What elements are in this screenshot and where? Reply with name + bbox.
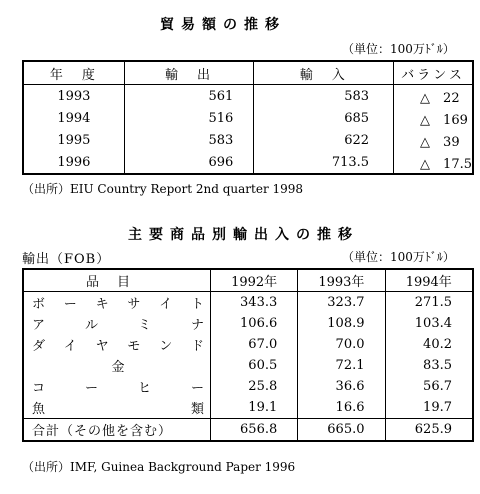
table-row	[23, 355, 473, 376]
col-header-year: 年 度	[23, 61, 124, 85]
exports-cell: 561	[124, 85, 254, 108]
commodities-table	[22, 268, 474, 442]
table-row	[23, 151, 473, 174]
value-1992: 60.5	[211, 355, 298, 376]
value-1992: 25.8	[211, 376, 298, 397]
table-row	[23, 334, 473, 355]
value-1992: 343.3	[211, 292, 298, 314]
trade-unit: （単位：100万ﾄﾞﾙ）	[342, 42, 455, 56]
imports-cell: 622	[254, 129, 394, 151]
year-cell: 1994	[57, 110, 91, 126]
table-row	[23, 376, 473, 397]
value-1994: 271.5	[385, 292, 473, 314]
table-row	[23, 397, 473, 419]
trade-title: 貿易額の推移	[160, 17, 286, 33]
item-label: ダ イ ヤ モ ン ド	[32, 339, 204, 354]
table-header-row	[23, 61, 473, 85]
col-header-1993: 1993年	[298, 269, 385, 292]
year-cell: 1996	[57, 154, 91, 170]
value-1994: 103.4	[385, 313, 473, 334]
commodities-title: 主要商品別輸出入の推移	[128, 227, 359, 243]
year-cell: 1995	[57, 132, 91, 148]
balance-cell: △ 39	[394, 129, 473, 151]
table-row	[23, 313, 473, 334]
item-label: ボ ー キ サ イ ト	[32, 297, 204, 312]
value-1993: 108.9	[298, 313, 385, 334]
table-row	[23, 85, 473, 108]
col-header-1994: 1994年	[385, 269, 473, 292]
balance-cell: △ 22	[394, 85, 473, 108]
value-1994: 19.7	[385, 397, 473, 419]
item-label: コ ー ヒ ー	[32, 381, 204, 396]
value-1993: 72.1	[298, 355, 385, 376]
value-1993: 323.7	[298, 292, 385, 314]
col-header-1992: 1992年	[211, 269, 298, 292]
total-label: 合計（その他を含む）	[23, 419, 211, 442]
imports-cell: 685	[254, 107, 394, 129]
item-label: 金	[111, 360, 125, 375]
table-row	[23, 292, 473, 314]
value-1994: 40.2	[385, 334, 473, 355]
table-row	[23, 129, 473, 151]
col-header-imports: 輸 入	[254, 61, 394, 85]
commodities-subtitle: 輸出（FOB）	[22, 252, 111, 267]
total-row	[23, 419, 473, 442]
value-1992: 67.0	[211, 334, 298, 355]
total-1992: 656.8	[211, 419, 298, 442]
trade-table	[22, 60, 474, 175]
total-1993: 665.0	[298, 419, 385, 442]
exports-cell: 696	[124, 151, 254, 174]
value-1993: 16.6	[298, 397, 385, 419]
imports-cell: 583	[254, 85, 394, 108]
item-label: 魚 類	[32, 402, 204, 417]
value-1994: 83.5	[385, 355, 473, 376]
year-cell: 1993	[57, 88, 91, 104]
exports-cell: 516	[124, 107, 254, 129]
exports-cell: 583	[124, 129, 254, 151]
imports-cell: 713.5	[254, 151, 394, 174]
commodities-unit: （単位：100万ﾄﾞﾙ）	[342, 250, 455, 264]
value-1992: 19.1	[211, 397, 298, 419]
table-header-row	[23, 269, 473, 292]
item-label: ア ル ミ ナ	[32, 318, 204, 333]
balance-cell: △ 17.5	[394, 151, 473, 174]
commodities-source: （出所）IMF, Guinea Background Paper 1996	[22, 460, 296, 474]
col-header-balance: バランス	[394, 61, 473, 85]
total-1994: 625.9	[385, 419, 473, 442]
col-header-item: 品目	[23, 269, 211, 292]
table-row	[23, 107, 473, 129]
col-header-exports: 輸 出	[124, 61, 254, 85]
trade-source: （出所）EIU Country Report 2nd quarter 1998	[22, 182, 304, 196]
value-1993: 36.6	[298, 376, 385, 397]
value-1993: 70.0	[298, 334, 385, 355]
balance-cell: △ 169	[394, 107, 473, 129]
value-1992: 106.6	[211, 313, 298, 334]
value-1994: 56.7	[385, 376, 473, 397]
